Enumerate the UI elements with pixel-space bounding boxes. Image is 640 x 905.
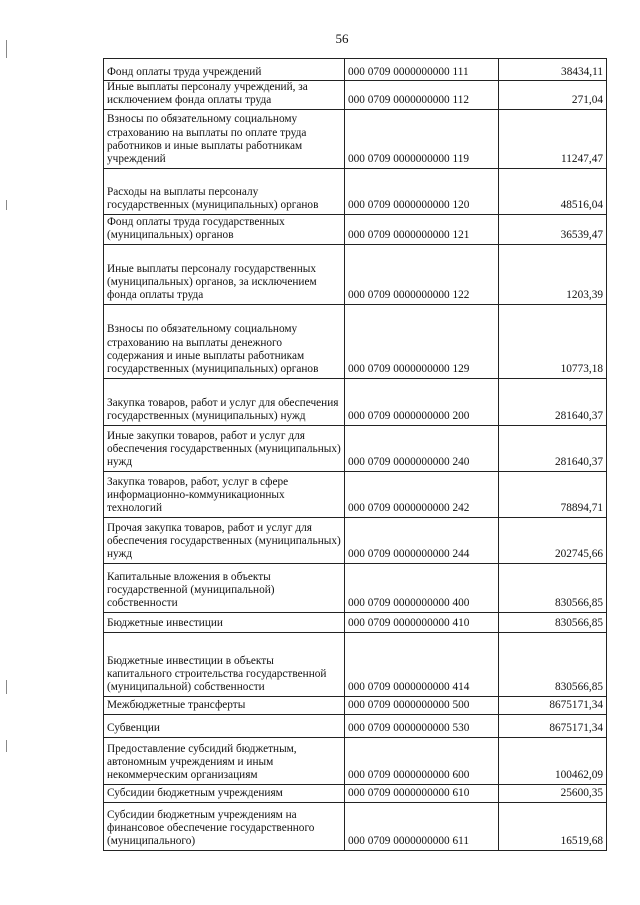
row-code: 000 0709 0000000000 610 <box>345 784 499 802</box>
table-row <box>104 378 607 425</box>
row-amount: 16519,68 <box>499 802 607 850</box>
scan-edge-mark <box>6 200 7 210</box>
row-name: Закупка товаров, работ, услуг в сфере информационно-коммуникационных технологий <box>104 471 345 517</box>
row-amount: 830566,85 <box>499 612 607 632</box>
row-name: Фонд оплаты труда государственных (муниципальных) органов <box>104 214 345 244</box>
table-row <box>104 214 607 244</box>
table-row <box>104 168 607 214</box>
row-code: 000 0709 0000000000 200 <box>345 378 499 425</box>
row-name: Расходы на выплаты персоналу государственных (муниципальных) органов <box>104 168 345 214</box>
row-name: Бюджетные инвестиции <box>104 612 345 632</box>
row-amount: 8675171,34 <box>499 714 607 737</box>
scan-edge-mark <box>6 740 7 752</box>
row-code: 000 0709 0000000000 112 <box>345 81 499 110</box>
row-code: 000 0709 0000000000 240 <box>345 425 499 471</box>
row-code: 000 0709 0000000000 410 <box>345 612 499 632</box>
row-code: 000 0709 0000000000 122 <box>345 244 499 304</box>
page-number: 56 <box>335 31 349 46</box>
table-row <box>104 59 607 81</box>
row-code: 000 0709 0000000000 121 <box>345 214 499 244</box>
row-code: 000 0709 0000000000 111 <box>345 59 499 81</box>
row-code: 000 0709 0000000000 611 <box>345 802 499 850</box>
row-amount: 830566,85 <box>499 563 607 612</box>
row-amount: 8675171,34 <box>499 696 607 714</box>
table-row <box>104 714 607 737</box>
scan-edge-mark <box>6 40 7 58</box>
row-name: Закупка товаров, работ и услуг для обеспечения государственных (муниципальных) нужд <box>104 378 345 425</box>
row-name: Взносы по обязательному социальному страхованию на выплаты денежного содержания и иные выплаты работникам государственных (муниципальных) органов <box>104 304 345 378</box>
row-amount: 25600,35 <box>499 784 607 802</box>
scan-edge-mark <box>6 680 7 694</box>
row-amount: 38434,11 <box>499 59 607 81</box>
table-row <box>104 563 607 612</box>
row-name: Фонд оплаты труда учреждений <box>104 59 345 81</box>
row-amount: 78894,71 <box>499 471 607 517</box>
row-code: 000 0709 0000000000 530 <box>345 714 499 737</box>
row-amount: 10773,18 <box>499 304 607 378</box>
row-code: 000 0709 0000000000 129 <box>345 304 499 378</box>
row-code: 000 0709 0000000000 244 <box>345 517 499 563</box>
row-amount: 11247,47 <box>499 109 607 168</box>
row-name: Иные выплаты персоналу учреждений, за исключением фонда оплаты труда <box>104 81 345 110</box>
table-row <box>104 109 607 168</box>
row-amount: 48516,04 <box>499 168 607 214</box>
budget-table <box>103 58 607 851</box>
row-name: Субсидии бюджетным учреждениям на финансовое обеспечение государственного (муниципального) <box>104 802 345 850</box>
row-name: Субсидии бюджетным учреждениям <box>104 784 345 802</box>
table-row <box>104 612 607 632</box>
row-code: 000 0709 0000000000 414 <box>345 632 499 696</box>
row-code: 000 0709 0000000000 400 <box>345 563 499 612</box>
table-row <box>104 632 607 696</box>
row-name: Капитальные вложения в объекты государственной (муниципальной) собственности <box>104 563 345 612</box>
table-row <box>104 471 607 517</box>
row-code: 000 0709 0000000000 242 <box>345 471 499 517</box>
table-row <box>104 737 607 784</box>
table-row <box>104 304 607 378</box>
row-amount: 202745,66 <box>499 517 607 563</box>
row-amount: 281640,37 <box>499 378 607 425</box>
row-name: Субвенции <box>104 714 345 737</box>
row-code: 000 0709 0000000000 600 <box>345 737 499 784</box>
row-amount: 271,04 <box>499 81 607 110</box>
row-name: Иные закупки товаров, работ и услуг для обеспечения государственных (муниципальных) нужд <box>104 425 345 471</box>
row-amount: 281640,37 <box>499 425 607 471</box>
row-amount: 1203,39 <box>499 244 607 304</box>
row-name: Бюджетные инвестиции в объекты капитального строительства государственной (муниципальной) собственности <box>104 632 345 696</box>
row-name: Взносы по обязательному социальному страхованию на выплаты по оплате труда работников и иные выплаты работникам учреждений <box>104 109 345 168</box>
table-row <box>104 517 607 563</box>
table-row <box>104 425 607 471</box>
row-name: Прочая закупка товаров, работ и услуг для обеспечения государственных (муниципальных) нужд <box>104 517 345 563</box>
table-row <box>104 81 607 110</box>
row-code: 000 0709 0000000000 119 <box>345 109 499 168</box>
table-row <box>104 244 607 304</box>
row-amount: 36539,47 <box>499 214 607 244</box>
row-name: Предоставление субсидий бюджетным, автономным учреждениям и иным некоммерческим организациям <box>104 737 345 784</box>
row-amount: 830566,85 <box>499 632 607 696</box>
table-row <box>104 784 607 802</box>
row-code: 000 0709 0000000000 500 <box>345 696 499 714</box>
row-name: Иные выплаты персоналу государственных (муниципальных) органов, за исключением фонда оплаты труда <box>104 244 345 304</box>
row-code: 000 0709 0000000000 120 <box>345 168 499 214</box>
row-amount: 100462,09 <box>499 737 607 784</box>
row-name: Межбюджетные трансферты <box>104 696 345 714</box>
table-row <box>104 802 607 850</box>
table-row <box>104 696 607 714</box>
